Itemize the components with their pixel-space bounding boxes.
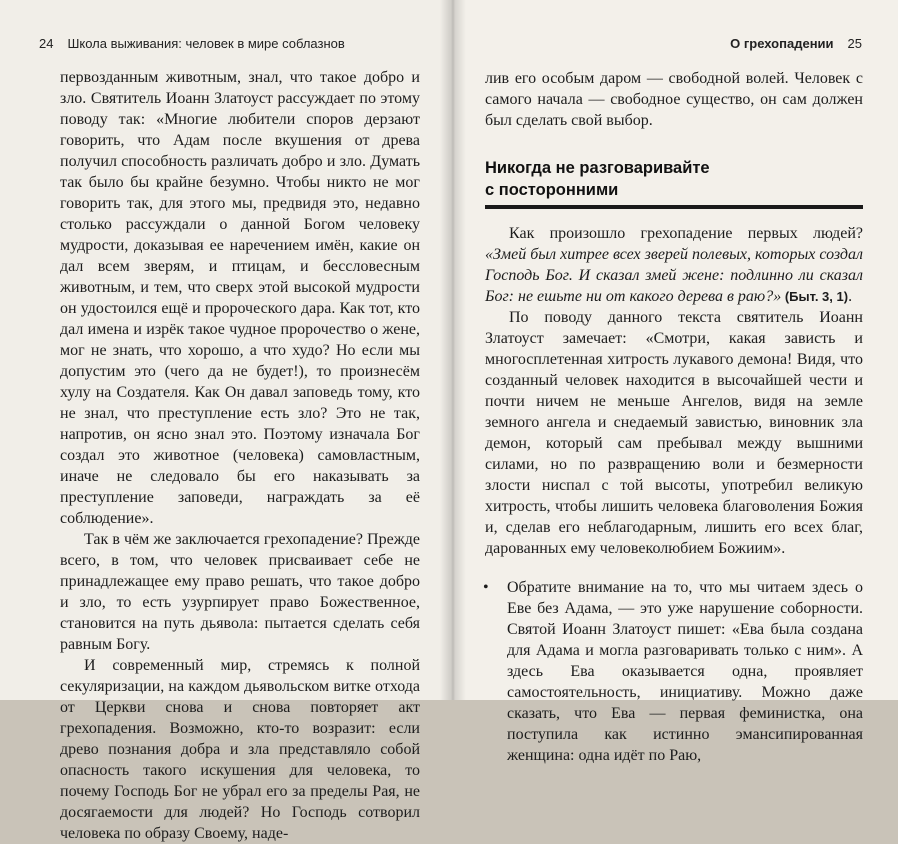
left-running-header [39, 36, 345, 51]
section-heading-line-1: Никогда не разговаривайте [485, 159, 710, 177]
right-page-number: 25 [847, 36, 862, 51]
left-running-head: Школа выживания: человек в мире соблазнов [67, 36, 345, 51]
bullet-item [485, 577, 863, 766]
left-paragraph-1: первозданным животным, знал, что такое добро и зло. Святитель Иоанн Златоуст рассуждает по этому поводу так: «Многие любители споров дерзают говорить, что Адам после вкушения от древа получил способность различать добро и зло. Думать так было бы крайне безумно. Чтобы никто не мог говорить так, для этого мы, предвидя это, недавно столько рассуждали о данной Богом человеку мудрости, доказывая ее наречением имён, какие он дал всем зверям, и птицам, и бессловесным животным, и тем, что сверх этой высокой мудрости он удостоился ещё и пророческого дара. Как тот, кто дал имена и изрёк такое чудное пророчество о жене, мог не знать, что хорошо, а что худо? Но если мы допустим это (чего да не будет!), то произнесём хулу на Создателя. Как Он давал заповедь тому, кто не знал, что преступление есть зло? Это не так, напротив, он ясно знал это. Поэтому изначала Бог создал это животное (человека) самовластным, иначе не следовало бы его наказывать за преступление заповеди, награждать за её соблюдение». [60, 69, 420, 527]
right-running-head: О грехопадении [730, 36, 834, 51]
left-body-text [60, 67, 420, 844]
left-paragraph-3: И современный мир, стремясь к полной секуляризации, на каждом дьявольском витке отхода от Церкви снова и снова повторяет акт грехопадения. Возможно, кто-то возразит: если древо познания добра и зла представляло собой опасность такого искушения для человека, то почему Господь Бог не убрал его за пределы Рая, не досягаемости для людей? Но Господь сотворил человека по образу Своему, наде- [60, 657, 420, 842]
question-text: Как произошло грехопадение первых людей? [509, 225, 863, 242]
scripture-reference: (Быт. 3, 1) [781, 289, 849, 304]
left-page [0, 0, 450, 842]
left-paragraph-2: Так в чём же заключается грехопадение? Прежде всего, в том, что человек присваивает себе не принадлежащее ему право решать, что такое добро и зло, то есть узурпирует право Божественное, становится на путь дьявола: пытается сделать себя равным Богу. [60, 531, 420, 653]
book-gutter [440, 0, 466, 700]
section-heading-line-2: с посторонними [485, 181, 619, 199]
bullet-icon: • [483, 579, 489, 596]
right-paragraph-2: По поводу данного текста святитель Иоанн Златоуст замечает: «Смотри, какая зависть и многосплетенная хитрость лукавого демона! Видя, что созданный человек находится в высочайшей чести и почти ничем не меньше Ангелов, видя на земле земного ангела и снедаемый завистью, виновник зла демон, который сам пребывал между вышними силами, но по развращению воли и безмерности злости ниспал с той высоты, употребил великую хитрость, чтобы лишить человека благоволения Божия и, сделав его неблагодарным, лишить его всех благ, дарованных ему человеколюбием Божиим». [485, 309, 863, 557]
paragraph-end-punctuation: . [848, 288, 853, 305]
bullet-text: Обратите внимание на то, что мы читаем здесь о Еве без Адама, — это уже нарушение соборности. Святой Иоанн Златоуст пишет: «Ева была создана для Адама и могла разговаривать только с ним». А здесь Ева оказывается одна, проявляет самостоятельность, инициативу. Можно даже сказать, что Ева — первая феминистка, она поступила как истинно эмансипированная женщина: одна идёт по Раю, [507, 579, 863, 764]
scripture-quote: «Змей был хитрее всех зверей полевых, которых создал Господь Бог. И сказал змей жене: подлинно ли сказал Бог: не ешьте ни от какого дерева в раю?» [485, 246, 863, 305]
right-running-header [730, 36, 862, 51]
right-paragraph-1 [485, 223, 863, 307]
right-page [450, 0, 898, 764]
section-heading [485, 157, 863, 209]
right-body-text [485, 68, 863, 766]
right-intro-paragraph: лив его особым даром — свободной волей. Человек с самого начала — свободное существо, он сам должен был сделать свой выбор. [485, 70, 863, 129]
left-page-number: 24 [39, 36, 54, 51]
